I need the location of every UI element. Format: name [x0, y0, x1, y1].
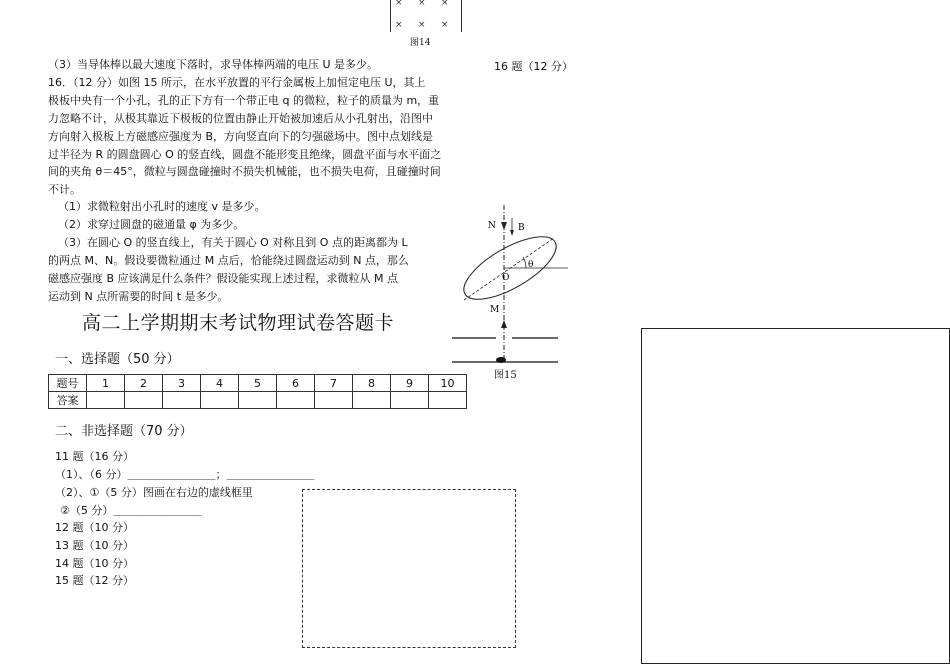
label-O: O	[502, 273, 510, 283]
question-number-cell: 7	[315, 375, 353, 392]
question-number-cell: 8	[353, 375, 391, 392]
q16-line: （2）求穿过圆盘的磁通量 φ 为多少。	[58, 218, 245, 231]
question-number-cell: 4	[201, 375, 239, 392]
row-label-number: 题号	[49, 375, 87, 392]
list-item: 14 题（10 分）	[55, 557, 134, 570]
list-item: 13 题（10 分）	[55, 539, 134, 552]
question-number-cell: 5	[239, 375, 277, 392]
q15-part3: （3）当导体棒以最大速度下落时，求导体棒两端的电压 U 是多少。	[48, 58, 379, 71]
page-title: 高二上学期期末考试物理试卷答题卡	[82, 312, 395, 334]
q16-score-right: 16 题（12 分）	[494, 60, 573, 73]
answer-cell[interactable]	[239, 392, 277, 409]
cross-mark: ×	[395, 20, 403, 30]
question-number-cell: 2	[125, 375, 163, 392]
question-number-cell: 9	[391, 375, 429, 392]
q16-line: 力忽略不计，从极其靠近下极板的位置由静止开始被加速后从小孔射出，沿图中	[48, 112, 433, 125]
list-item: 11 题（16 分）	[55, 450, 134, 463]
q16-line: （1）求微粒射出小孔时的速度 v 是多少。	[58, 200, 266, 213]
answer-cell[interactable]	[277, 392, 315, 409]
list-item: ②（5 分）＿＿＿＿＿＿＿＿	[60, 504, 202, 517]
answer-cell[interactable]	[125, 392, 163, 409]
list-item: （1）、（6 分）＿＿＿＿＿＿＿＿；＿＿＿＿＿＿＿＿	[55, 468, 315, 481]
section-nonchoice-heading: 二、非选择题（70 分）	[55, 424, 193, 439]
q16-line: （3）在圆心 O 的竖直线上，有关于圆心 O 对称且到 O 点的距离都为 L	[58, 236, 408, 249]
answer-cell[interactable]	[391, 392, 429, 409]
answer-cell[interactable]	[429, 392, 467, 409]
cross-mark: ×	[441, 0, 449, 8]
answer-box-right[interactable]	[641, 328, 950, 664]
q16-line: 方向射入极板上方磁感应强度为 B，方向竖直向下的匀强磁场中。图中点划线是	[48, 130, 434, 143]
cross-mark: ×	[418, 20, 426, 30]
drawing-dashed-box[interactable]	[302, 489, 516, 648]
answer-cell[interactable]	[353, 392, 391, 409]
q16-line: 过半径为 R 的圆盘圆心 O 的竖直线，圆盘不能形变且绝缘，圆盘平面与水平面之	[48, 148, 442, 161]
table-row	[49, 375, 467, 392]
label-theta: θ	[528, 260, 534, 270]
list-item: 15 题（12 分）	[55, 574, 134, 587]
figure-14-label: 图14	[410, 38, 431, 48]
label-M: M	[490, 305, 500, 315]
list-item: （2）、①（5 分）图画在右边的虚线框里	[55, 486, 253, 499]
figure-15-label: 图15	[494, 370, 517, 381]
answer-cell[interactable]	[163, 392, 201, 409]
figure-15-diagram	[450, 200, 570, 380]
q16-line: 不计。	[48, 183, 81, 196]
figure-14-frame	[390, 0, 462, 32]
cross-mark: ×	[418, 0, 426, 8]
list-item: 12 题（10 分）	[55, 521, 134, 534]
question-number-cell: 3	[163, 375, 201, 392]
q16-line: 16．（12 分）如图 15 所示，在水平放置的平行金属板上加恒定电压 U，其上	[48, 76, 426, 89]
q16-line: 磁感应强度 B 应该满足什么条件？假设能实现上述过程，求微粒从 M 点	[48, 272, 399, 285]
label-B: B	[518, 223, 525, 233]
cross-mark: ×	[395, 0, 403, 8]
label-N: N	[488, 221, 496, 231]
q16-line: 极板中央有一个小孔，孔的正下方有一个带正电 q 的微粒，粒子的质量为 m，重	[48, 94, 440, 107]
answer-cell[interactable]	[315, 392, 353, 409]
answer-table	[48, 374, 467, 409]
question-number-cell: 6	[277, 375, 315, 392]
table-row	[49, 392, 467, 409]
answer-cell[interactable]	[87, 392, 125, 409]
question-number-cell: 1	[87, 375, 125, 392]
section-choice-heading: 一、选择题（50 分）	[55, 352, 180, 367]
q16-line: 间的夹角 θ＝45°，微粒与圆盘碰撞时不损失机械能，也不损失电荷，且碰撞时间	[48, 165, 441, 178]
q16-line: 的两点 M、N。假设要微粒通过 M 点后，恰能绕过圆盘运动到 N 点，那么	[48, 254, 409, 267]
q16-line: 运动到 N 点所需要的时间 t 是多少。	[48, 290, 229, 303]
cross-mark: ×	[441, 20, 449, 30]
row-label-answer: 答案	[49, 392, 87, 409]
answer-cell[interactable]	[201, 392, 239, 409]
question-number-cell: 10	[429, 375, 467, 392]
